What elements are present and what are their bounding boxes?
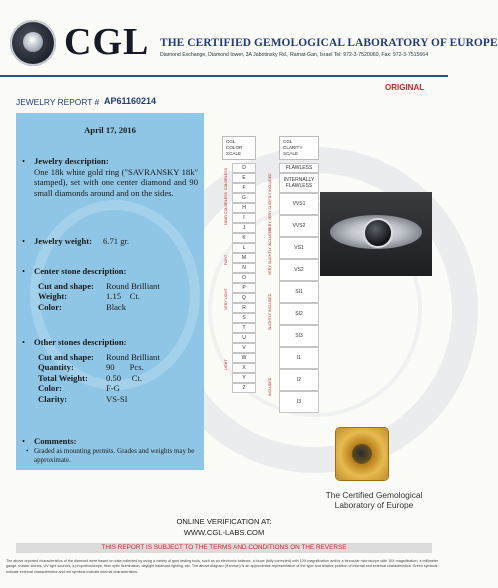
lab-address: Diamond Exchange, Diamond tower, 3A Jabotinsky Rd., Ramat-Gan, Israel Tel: 972-3-7520060, Fax: 972-3-7515664 — [160, 52, 429, 58]
jewelry-weight-label: Jewelry weight: — [34, 236, 92, 246]
bullet-icon: • — [26, 447, 29, 455]
scale-header-line: CGL — [283, 139, 293, 144]
lab-name-line-2: Laboratory of Europe — [334, 500, 414, 510]
bullet-icon: • — [22, 266, 26, 276]
scale-header-line: CLARITY — [283, 145, 303, 150]
color-grade-cell: Q — [232, 293, 256, 303]
bullet-icon: • — [22, 337, 26, 347]
table-row — [38, 383, 198, 393]
black-diamond-image — [363, 218, 393, 248]
row-key: Total Weight: — [38, 372, 88, 383]
lab-name-line-1: The Certified Gemological — [325, 490, 423, 500]
color-scale-grades — [222, 163, 256, 395]
color-grade-cell: X — [232, 363, 256, 373]
cgl-logo-text: CGL — [64, 21, 150, 63]
color-grade-cell: M — [232, 253, 256, 263]
row-key: Cut and shape: — [38, 281, 94, 291]
jewelry-weight-value: 6.71 gr. — [103, 236, 130, 246]
other-stones-heading: Other stones description: — [34, 337, 127, 347]
color-grade-cell: N — [232, 263, 256, 273]
comments-text: Graded as mounting permits. Grades and weights may be approximate. — [34, 447, 195, 464]
report-date: April 17, 2016 — [84, 125, 136, 135]
row-value: 90 Pcs. — [106, 362, 144, 373]
row-key: Color: — [38, 383, 62, 394]
report-number: AP61160214 — [104, 96, 157, 106]
clarity-scale-grades — [262, 163, 319, 405]
terms-notice: THIS REPORT IS SUBJECT TO THE TERMS AND CONDITIONS ON THE REVERSE — [16, 543, 432, 553]
row-key: Quantity: — [38, 362, 74, 373]
clarity-grade-cell: SI3 — [279, 325, 319, 347]
table-row — [38, 291, 198, 301]
color-group-label: FAINT — [224, 254, 228, 265]
row-value: Round Brilliant — [106, 352, 160, 362]
clarity-grade-cell: FLAWLESS — [279, 163, 319, 173]
table-row — [38, 394, 198, 404]
table-row — [38, 373, 198, 383]
color-grade-cell: S — [232, 313, 256, 323]
lab-title: THE CERTIFIED GEMOLOGICAL LABORATORY OF EUROPE — [160, 37, 498, 49]
color-grade-cell: G — [232, 193, 256, 203]
color-grade-cell: Y — [232, 373, 256, 383]
clarity-grade-cell: I3 — [279, 391, 319, 413]
clarity-grade-cell: VVS1 — [279, 193, 319, 215]
color-grade-cell: P — [232, 283, 256, 293]
verification-label: ONLINE VERIFICATION AT: — [176, 517, 272, 526]
row-value: 1.15 Ct. — [106, 291, 140, 302]
clarity-grade-cell: I2 — [279, 369, 319, 391]
clarity-grade-cell: VVS2 — [279, 215, 319, 237]
row-value: F-G — [106, 383, 120, 394]
center-stone-table — [38, 281, 198, 312]
color-group-label: LIGHT — [224, 359, 228, 370]
table-row — [38, 352, 198, 362]
clarity-group-label: VERY VERY SLIGHTLY INCLUDED — [268, 173, 272, 231]
color-scale-header — [222, 136, 256, 160]
row-key: Clarity: — [38, 393, 68, 404]
diamond-icon — [23, 32, 43, 52]
clarity-group-label: INCLUDED — [268, 377, 272, 396]
fine-print: The above reported characteristics of the diamond were based on data collected by using a variety of gem testing tools, such as an electronic balance, a loupe (fully corrected) with 10X magnification and/or a binocular microscope with 10X magnification, a millimeter gauge, master stones, UV light sources, a proportionscope, fiber optic illumination, daylight balanced lighting, etc. The above diagram (if shown) is an approximate representation of the type and relative position of internal and external characteristics. Green symbols indicate external characteristics and red symbols indicate internal characteristics. — [6, 559, 439, 574]
scale-header-line: SCALE — [283, 151, 299, 156]
color-grade-cell: J — [232, 223, 256, 233]
table-row — [38, 362, 198, 372]
color-grade-cell: O — [232, 273, 256, 283]
color-grade-cell: W — [232, 353, 256, 363]
row-value: Round Brilliant — [106, 281, 160, 291]
color-grade-cell: F — [232, 183, 256, 193]
bullet-icon: • — [22, 156, 26, 166]
row-value: VS-SI — [106, 393, 128, 404]
table-row — [38, 302, 198, 312]
clarity-scale-header — [279, 136, 319, 160]
row-key: Cut and shape: — [38, 352, 94, 362]
color-grade-cell: Z — [232, 383, 256, 393]
color-grade-cell: V — [232, 343, 256, 353]
color-grade-cell: R — [232, 303, 256, 313]
scale-header-line: COLOR — [226, 145, 243, 150]
comments-heading: Comments: — [34, 436, 77, 446]
clarity-grade-cell: VS1 — [279, 237, 319, 259]
row-value: Black — [106, 301, 127, 312]
header-divider — [0, 75, 448, 77]
hologram-emblem-icon — [352, 444, 372, 464]
scale-header-line: SCALE — [226, 151, 242, 156]
color-grade-cell: L — [232, 243, 256, 253]
clarity-grade-cell: I1 — [279, 347, 319, 369]
row-value: 0.50 Ct. — [106, 372, 143, 383]
jewelry-description-heading: Jewelry description: — [34, 156, 109, 166]
clarity-group-label: VERY SLIGHTLY INCLUDED — [268, 227, 272, 275]
row-key: Color: — [38, 301, 62, 312]
clarity-grade-cell: SI2 — [279, 303, 319, 325]
table-row — [38, 281, 198, 291]
other-stones-table — [38, 352, 198, 404]
report-label: JEWELRY REPORT # — [16, 97, 100, 107]
verification-url[interactable]: WWW.CGL-LABS.COM — [183, 528, 265, 537]
bullet-icon: • — [22, 436, 26, 446]
jewelry-description-text: One 18k white gold ring ("SAVRANSKY 18k" stamped), set with one center diamond and 90 small diamonds around and on the sides. — [34, 167, 198, 198]
bullet-icon: • — [22, 236, 26, 246]
color-grade-cell: E — [232, 173, 256, 183]
color-group-label: NEAR COLORLESS — [224, 192, 228, 225]
color-grade-cell: K — [232, 233, 256, 243]
scale-header-line: CGL — [226, 139, 236, 144]
clarity-grade-cell: INTERNALLY FLAWLESS — [279, 173, 319, 193]
clarity-grade-cell: VS2 — [279, 259, 319, 281]
original-badge: ORIGINAL — [385, 83, 425, 92]
clarity-group-label: SLIGHTLY INCLUDED — [268, 293, 272, 330]
center-stone-heading: Center stone description: — [34, 266, 127, 276]
color-grade-cell: H — [232, 203, 256, 213]
row-key: Weight: — [38, 291, 68, 302]
color-group-label: COLORLESS — [224, 168, 228, 190]
color-grade-cell: T — [232, 323, 256, 333]
clarity-grade-cell: SI1 — [279, 281, 319, 303]
color-grade-cell: I — [232, 213, 256, 223]
color-group-label: VERY LIGHT — [224, 288, 228, 310]
color-grade-cell: U — [232, 333, 256, 343]
color-grade-cell: D — [232, 163, 256, 173]
